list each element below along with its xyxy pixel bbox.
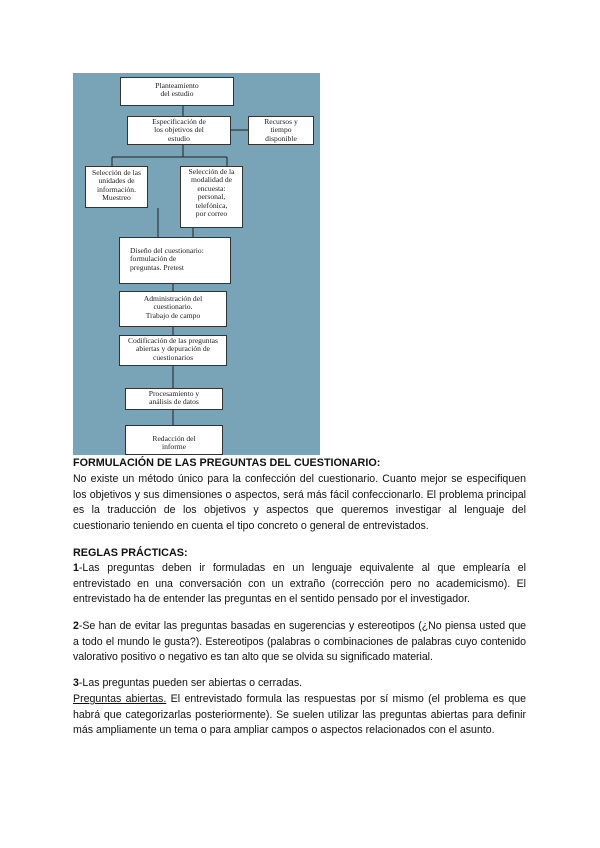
open-questions-label: Preguntas abiertas. [73, 693, 167, 705]
section-title-reglas: REGLAS PRÁCTICAS: [73, 547, 188, 559]
box-seleccion-modalidad: Selección de la modalidad de encuesta: personal, telefónica, por correo [180, 166, 243, 228]
box-diseno: Diseño del cuestionario: formulación de preguntas. Pretest [119, 237, 231, 284]
box-redaccion: Redacción del informe [125, 425, 223, 455]
rule-3 [73, 676, 526, 692]
open-questions-text: El entrevistado formula las respuestas por sí mismo (el problema es que habrá que categorizarlas posteriormente). Se suelen utilizar las preguntas abiertas para definir más ampliamente un tema o para ampliar campos o aspectos relacionados con el asunto. [73, 693, 526, 737]
rule-number: 2 [73, 620, 79, 632]
rule-text: -Se han de evitar las preguntas basadas en sugerencias y estereotipos (¿No piensa usted que a todo el mundo le gusta?). Estereotipos (palabras o combinaciones de palabras cuyo contenido valorativo positivo o negativo es tan alto que se olvida su significado material. [73, 620, 526, 664]
section-title-formulacion: FORMULACIÓN DE LAS PREGUNTAS DEL CUESTIONARIO: [73, 457, 381, 469]
rule-text: -Las preguntas deben ir formuladas en un lenguaje equivalente al que emplearía el entrevistado en una conversación con un extraño (corrección pero no academicismo). El entrevistado ha de entender las preguntas en el sentido pensado por el investigador. [73, 562, 526, 606]
rule-1 [73, 561, 526, 608]
box-codificacion: Codificación de las preguntas abiertas y depuración de cuestionarios [119, 335, 227, 366]
rule-number: 1 [73, 562, 79, 574]
flowchart-figure [73, 73, 320, 455]
paragraph-formulacion: No existe un método único para la confección del cuestionario. Cuanto mejor se especifiquen los objetivos y sus dimensiones o aspectos, será más fácil confeccionarlo. El problema principal es la traducción de los objetivos y aspectos que queremos investigar al lenguaje del cuestionario teniendo en cuenta el tipo concreto o general de entrevistados. [73, 473, 526, 532]
box-planteamiento: Planteamiento del estudio [120, 77, 234, 106]
paragraph-preguntas-abiertas [73, 692, 526, 739]
box-especificacion: Especificación de los objetivos del estudio [127, 116, 231, 145]
rule-number: 3 [73, 677, 79, 689]
box-seleccion-unidades: Selección de las unidades de información. Muestreo [85, 166, 148, 208]
box-recursos: Recursos y tiempo disponible [248, 116, 314, 145]
box-administracion: Administración del cuestionario. Trabajo de campo [119, 291, 227, 327]
rule-text: -Las preguntas pueden ser abiertas o cerradas. [78, 677, 303, 689]
rule-2 [73, 619, 526, 666]
box-procesamiento: Procesamiento y análisis de datos [125, 388, 223, 410]
